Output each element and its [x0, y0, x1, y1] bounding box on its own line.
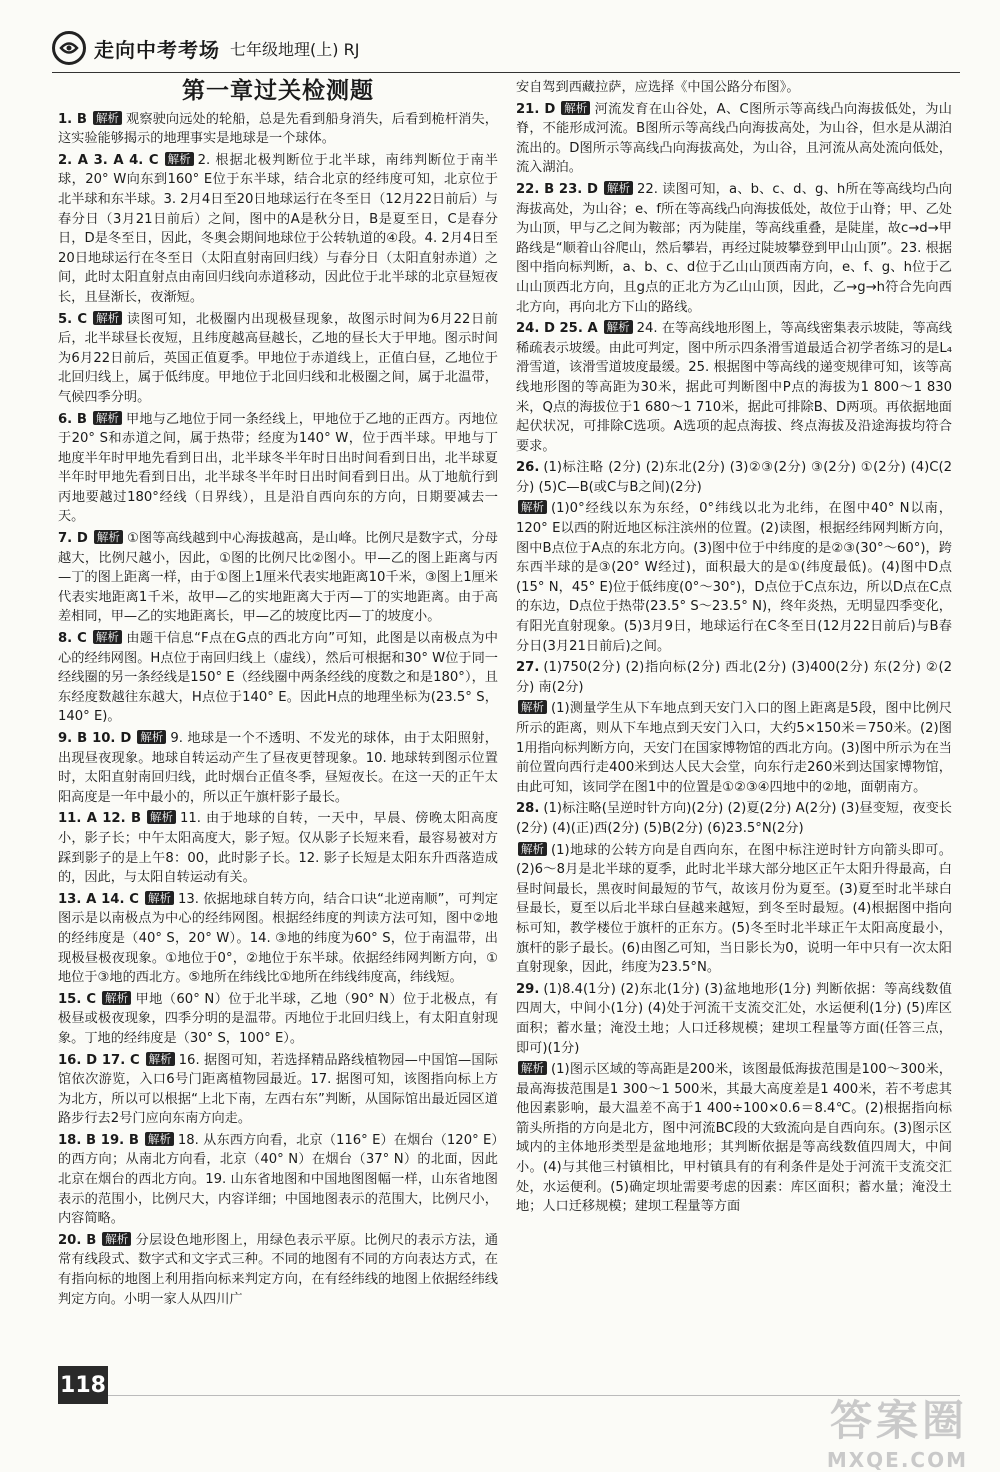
- answer-entry: [58, 1131, 498, 1229]
- book-grade: 七年级地理(上) RJ: [230, 39, 360, 59]
- watermark: [827, 1388, 968, 1472]
- answer-number: 24. D 25. A: [516, 321, 598, 337]
- answer-entry: [58, 629, 498, 727]
- analysis-tag: 解析: [518, 700, 547, 714]
- answer-entry: [58, 310, 498, 408]
- answer-number: 2. A 3. A 4. C: [58, 152, 159, 168]
- analysis-tag: 解析: [518, 500, 547, 514]
- analysis-tag: 解析: [561, 101, 590, 115]
- answer-text: 9. 地球是一个不透明、不发光的球体，由于太阳照射，出现昼夜现象。地球自转运动产生了昼夜更替现象。10. 地球转到图示位置时，太阳直射南回归线，此时烟台正值冬季，昼短夜长。在这一天的正午太阳高度是一年中最小的，所以正午旗杆影子最长。: [58, 731, 498, 805]
- answer-text: 22. 读图可知，a、b、c、d、g、h所在等高线均凸向海拔高处，为山谷；e、f所在等高线凸向海拔低处，故位于山脊；甲、乙处为山顶，甲与乙之间为鞍部；丙为陡崖，等高线重叠，是陡崖，故c→d→甲路线是“顺着山谷爬山，然后攀岩，再经过陡坡攀登到甲山山顶”。23. 根据图中指向标判断，a、b、c、d位于乙山山顶西南方向，e、f、g、h位于乙山山顶西北方向，且g点的正北方为乙山山顶，因此，乙→g→h符合先向西北方向，再向北方下山的路线。: [516, 181, 953, 315]
- chapter-title: 第一章过关检测题: [182, 78, 374, 104]
- answer-number: 8. C: [58, 631, 87, 647]
- answer-text: 甲地与乙地位于同一条经线上，甲地位于乙地的正西方。丙地位于20° S和赤道之间，属于热带；经度为140° W，位于西半球。甲地与丁地度半年时甲地先看到日出，北半球冬半年时日出时间看到日出，北半球夏半年时甲地先看到日出，北半球冬半年时日出时间看到日出。从丁地航行到丙地要越过180°经线（日界线），且是沿自西向东的方向，日期要减去一天。: [58, 411, 498, 525]
- answer-text: (1)标注略(呈逆时针方向)(2分) (2)夏(2分) A(2分) (3)昼变短，夜变长(2分) (4)(正)西(2分) (5)B(2分) (6)23.5°N(2分): [516, 801, 952, 836]
- answer-number: 16. D 17. C: [58, 1052, 140, 1068]
- analysis-tag: 解析: [145, 891, 174, 905]
- answer-number: 26.: [516, 460, 540, 476]
- answer-number: 7. D: [58, 531, 88, 547]
- answer-entry: [516, 319, 952, 456]
- page-number: 118: [58, 1366, 108, 1404]
- answer-number: 20. B: [58, 1232, 97, 1248]
- analysis-tag: 解析: [147, 810, 176, 824]
- answer-entry: [516, 78, 952, 98]
- answer-text: 2. 根据北极判断位于北半球，南纬判断位于南半球，20° W向东到160° E位于东半球，结合北京的经纬度可知，北京位于北半球和东半球。3. 2月4日至20日地球运行在冬至日（12月22日前后）与春分日（3月21日前后）之间，图中的A是秋分日，B是夏至日，C是春分日，D是冬至日，因此，冬奥会期间地球位于公转轨道的④段。4. 2月4日至20日地球运行在冬至日（太阳直射南回归线）与春分日（太阳直射赤道）之间，此时太阳直射点由南回归线向赤道移动，因此位于北半球的北京昼短夜长，且昼渐长，夜渐短。: [58, 152, 498, 305]
- header-divider: [52, 72, 960, 73]
- answer-entry: [58, 410, 498, 528]
- brand-name: 走向中考考场: [94, 37, 220, 62]
- answer-text: 18. 从东西方向看，北京（116° E）在烟台（120° E）的西方向；从南北方向看，北京（40° N）在烟台（37° N）的北面，因此北京在烟台的西北方向。19. 山东省地图和中国地图图幅一样，山东省地图表示的范围小，比例尺大，内容详细；中国地图表示的范围大，比例尺小，内容简略。: [58, 1132, 498, 1227]
- brand-logo-icon: [52, 31, 86, 65]
- answer-text: (1)图示区域的等高距是200米，该图最低海拔范围是100～300米，最高海拔范围是1 300～1 500米，其最大高度差是1 400米，若不考虑其他因素影响，最大温差不高于1 400÷100×0.6＝8.4℃。(2)根据指向标箭头所指的方向是北方，图中河流BC段的大致流向是自西向东。(3)图示区域内的主体地形类型是盆地地形；其判断依据是等高线数值四周大，中间小。(4)与其他三村镇相比，甲村镇具有的有利条件是处于河流干支流交汇处，水运便利。(5)确定坝址需要考虑的因素：库区面积；蓄水量；淹没土地；人口迁移规模；建坝工程量等方面: [516, 1062, 952, 1215]
- page-header: [52, 30, 472, 66]
- answer-number: 1. B: [58, 111, 87, 127]
- answer-entry: [516, 1060, 952, 1217]
- answer-text: (1)750(2分) (2)指向标(2分) 西北(2分) (3)400(2分) 东(2分) ②(2分) 南(2分): [516, 660, 952, 695]
- answer-entry: [516, 100, 952, 178]
- analysis-tag: 解析: [93, 311, 122, 325]
- answer-entry: [58, 529, 498, 627]
- answer-text: (1)标注略 (2分) (2)东北(2分) (3)②③(2分) ③(2分) ①(2分) (4)C(2分) (5)C—B(或C与B之间)(2分): [516, 460, 952, 495]
- answer-text: 13. 依据地球自转方向，结合口诀“北逆南顺”，可判定图示是以南极点为中心的经纬网图。根据经纬度的判读方法可知，图中②地的经纬度是（40° S，20° W）。14. ③地的纬度为60° S，位于南温带，出现极昼极夜现象。①地位于0°，②地位于东半球。依据经纬网判断方向，①地位于③地的西北方。⑤地所在纬线比①地所在纬线纬度高，纬线短。: [58, 891, 499, 986]
- answer-text: 甲地（60° N）位于北半球，乙地（90° N）位于北极点，有极昼或极夜现象，四季分明的是温带。丙地位于北回归线上，有太阳直射现象。丁地的经纬度是（30° S，100° E）。: [58, 991, 498, 1046]
- answer-text: 安自驾到西藏拉萨，应选择《中国公路分布图》。: [516, 80, 800, 95]
- answer-text: (1)测量学生从下车地点到天安门入口的图上距离是5段，图中比例尺所示的距离，则从下车地点到天安门入口，大约5×150米＝750米。(2)图1用指向标判断方向，天安门在国家博物馆的西北方向。(3)图中所示为在当前位置向西行走400米到达人民大会堂，向东行走260米到达国家博物馆，由此可知，该同学在图1中的位置是①②③④四地中的②地，面朝南方。: [516, 701, 952, 795]
- answer-text: 16. 据图可知，若选择精品路线植物园—中国馆—国际馆依次游览，入口6号门距离植物园最近。17. 据图可知，该图指向标上方为北方，所以可以根据“上北下南，左西右东”判断，从国际馆出最近园区道路步行去2号门应向东南方向走。: [58, 1052, 498, 1127]
- analysis-tag: 解析: [137, 730, 166, 744]
- answer-text: ①图等高线越到中心海拔越高，是山峰。比例尺是数字式，分母越大，比例尺越小，因此，①图的比例尺比②图小。甲—乙的图上距离与丙—丁的图上距离一样，由于①图上1厘米代表实地距离10千米，③图上1厘米代表实地距离1千米，故甲—乙的实地距离大于丙—丁的实地距离。由于高差相同，甲—乙的实地距离长，甲—乙的坡度比丙—丁的坡度小。: [58, 531, 498, 625]
- answer-number: 28.: [516, 801, 540, 817]
- answer-number: 15. C: [58, 991, 97, 1007]
- answer-number: 6. B: [58, 411, 87, 427]
- analysis-tag: 解析: [93, 630, 122, 644]
- right-answer-list: [516, 78, 952, 1217]
- answer-entry: [516, 699, 952, 797]
- answer-text: (1)0°经线以东为东经，0°纬线以北为北纬，在图中40° N以南，120° E以西的附近地区标注滨州的位置。(2)读图，根据经纬网判断方向，图中B点位于A点的东北方向。(3)图中位于中纬度的是②③(30°～60°)，跨东西半球的是③(20° W经过)，面积最大的是①(纬度最低)。(4)图中D点(15° N，45° E)位于低纬度(0°～30°)，D点位于C点东边，所以D点在C点的东边，D点位于热带(23.5° S～23.5° N)，终年炎热，无明显四季变化，有阳光直射现象。(5)3月9日，地球运行在C冬至日(12月22日前后)与B春分日(3月21日前后)之间。: [516, 501, 952, 654]
- left-answer-list: [58, 110, 498, 1310]
- answer-entry: [516, 458, 952, 497]
- answer-number: 29.: [516, 981, 540, 997]
- answer-text: 河流发育在山谷处，A、C图所示等高线凸向海拔低处，为山脊，不能形成河流。B图所示等高线凸向海拔高处，为山谷，但水是从湖泊流出的。D图所示等高线凸向海拔高处，为山谷，且河流从高处流向低处，流入湖泊。: [516, 101, 952, 176]
- answer-entry: [516, 980, 952, 1058]
- answer-number: 13. A 14. C: [58, 891, 139, 907]
- answer-entry: [58, 890, 498, 988]
- answer-text: 分层设色地形图上，用绿色表示平原。比例尺的表示方法，通常有线段式、数字式和文字式三种。不同的地图有不同的方向表达方式，在有指向标的地图上利用指向标来判定方向，在有经纬线的地图上依据经纬线判定方向。小明一家人从四川广: [58, 1232, 499, 1307]
- answer-entry: [516, 841, 952, 978]
- analysis-tag: 解析: [604, 181, 633, 195]
- analysis-tag: 解析: [102, 1232, 131, 1246]
- analysis-tag: 解析: [94, 530, 123, 544]
- analysis-tag: 解析: [518, 842, 547, 856]
- watermark-logo-text: 答案圈: [829, 1396, 968, 1445]
- answer-number: 9. B 10. D: [58, 731, 132, 746]
- answer-entry: [516, 499, 952, 656]
- watermark-url: MXQE.COM: [826, 1448, 968, 1472]
- answer-text: (1)地球的公转方向是自西向东，在图中标注逆时针方向箭头即可。(2)6～8月是北半球的夏季，此时北半球大部分地区正午太阳升得最高，白昼时间最长，黑夜时间最短的节气，故该月份为夏至。(3)夏至时北半球白昼最长，夏至以后北半球白昼越来越短，到冬至时最短。(4)根据图中指向标可知，教学楼位于旗杆的正东方。(5)冬至时北半球正午太阳高度最小，旗杆的影子最长。(6)由图乙可知，当日影长为0，说明一年中只有一次太阳直射现象，因此，纬度为23.5°N。: [516, 842, 952, 976]
- answer-entry: [58, 110, 498, 149]
- analysis-tag: 解析: [165, 152, 194, 166]
- answer-number: 18. B 19. B: [58, 1132, 139, 1148]
- answer-entry: [58, 1231, 498, 1309]
- analysis-tag: 解析: [93, 411, 122, 425]
- answer-number: 22. B 23. D: [516, 181, 598, 197]
- answer-entry: [58, 729, 498, 807]
- answer-text: 观察驶向远处的轮船，总是先看到船身消失，后看到桅杆消失，这实验能够揭示的地理事实是地球是一个球体。: [58, 111, 498, 147]
- answer-entry: [516, 799, 952, 838]
- answer-number: 5. C: [58, 311, 88, 327]
- right-column: [516, 78, 952, 1219]
- analysis-tag: 解析: [102, 991, 131, 1005]
- answer-number: 11. A 12. B: [58, 811, 142, 827]
- analysis-tag: 解析: [145, 1132, 174, 1146]
- answer-text: 24. 在等高线地形图上，等高线密集表示坡陡，等高线稀疏表示坡缓。由此可判定，图中所示四条滑雪道最适合初学者练习的是L₄滑雪道，该滑雪道坡度最缓。25. 根据图中等高线的递变规律可知，该等高线地形图的等高距为30米，据此可判断图中P点的海拔为1 800～1 830米，Q点的海拔位于1 680～1 710米，据此可排除B、D两项。再依据地面起伏状况，可排除C选项。A选项的起点海拔、终点海拔及沿途海拔均符合要求。: [516, 321, 952, 454]
- answer-number: 21. D: [516, 101, 556, 117]
- answer-text: 11. 由于地球的自转，一天中，早晨、傍晚太阳高度小，影子长；中午太阳高度大，影子短。仅从影子长短来看，最容易被对方踩到影子的是上午8：00，此时影子长。12. 影子长短是太阳东升西落造成的，因此，与太阳自转运动有关。: [58, 811, 498, 886]
- analysis-tag: 解析: [93, 111, 122, 125]
- answer-text: 由题干信息“F点在G点的西北方向”可知，此图是以南极点为中心的经纬网图。H点位于南回归线上（虚线），然后可根据和30° W位于同一经线圈的另一条经线是150° E（经线圈中两条经线的度数之和是180°），且东经度数越往东越大，H点位于140° E。因此H点的地理坐标为(23.5° S，140° E)。: [58, 631, 498, 725]
- left-column: [58, 80, 498, 1311]
- answer-text: (1)8.4(1分) (2)东北(1分) (3)盆地地形(1分) 判断依据：等高线数值四周大，中间小(1分) (4)处于河流干支流交汇处，水运便利(1分) (5)库区面积；蓄水量；淹没土地；人口迁移规模；建坝工程量等方面(任答三点，即可)(1分): [516, 981, 952, 1056]
- analysis-tag: 解析: [146, 1052, 175, 1066]
- analysis-tag: 解析: [518, 1061, 547, 1075]
- answer-entry: [58, 809, 498, 887]
- answer-entry: [58, 1051, 498, 1129]
- answer-entry: [516, 180, 952, 317]
- answer-text: 读图可知，北极圈内出现极昼现象，故图示时间为6月22日前后，北半球昼长夜短，且纬度越高昼越长，乙地的昼长大于甲地。图示时间为6月22日前后，英国正值夏季。甲地位于赤道线上，正值白昼，乙地位于北回归线上，属于低纬度。甲地位于北回归线和北极圈之间，属于北温带，气候四季分明。: [58, 311, 498, 405]
- answer-entry: [58, 990, 498, 1049]
- answer-entry: [516, 658, 952, 697]
- analysis-tag: 解析: [604, 320, 633, 334]
- answer-entry: [58, 151, 498, 308]
- answer-number: 27.: [516, 660, 540, 676]
